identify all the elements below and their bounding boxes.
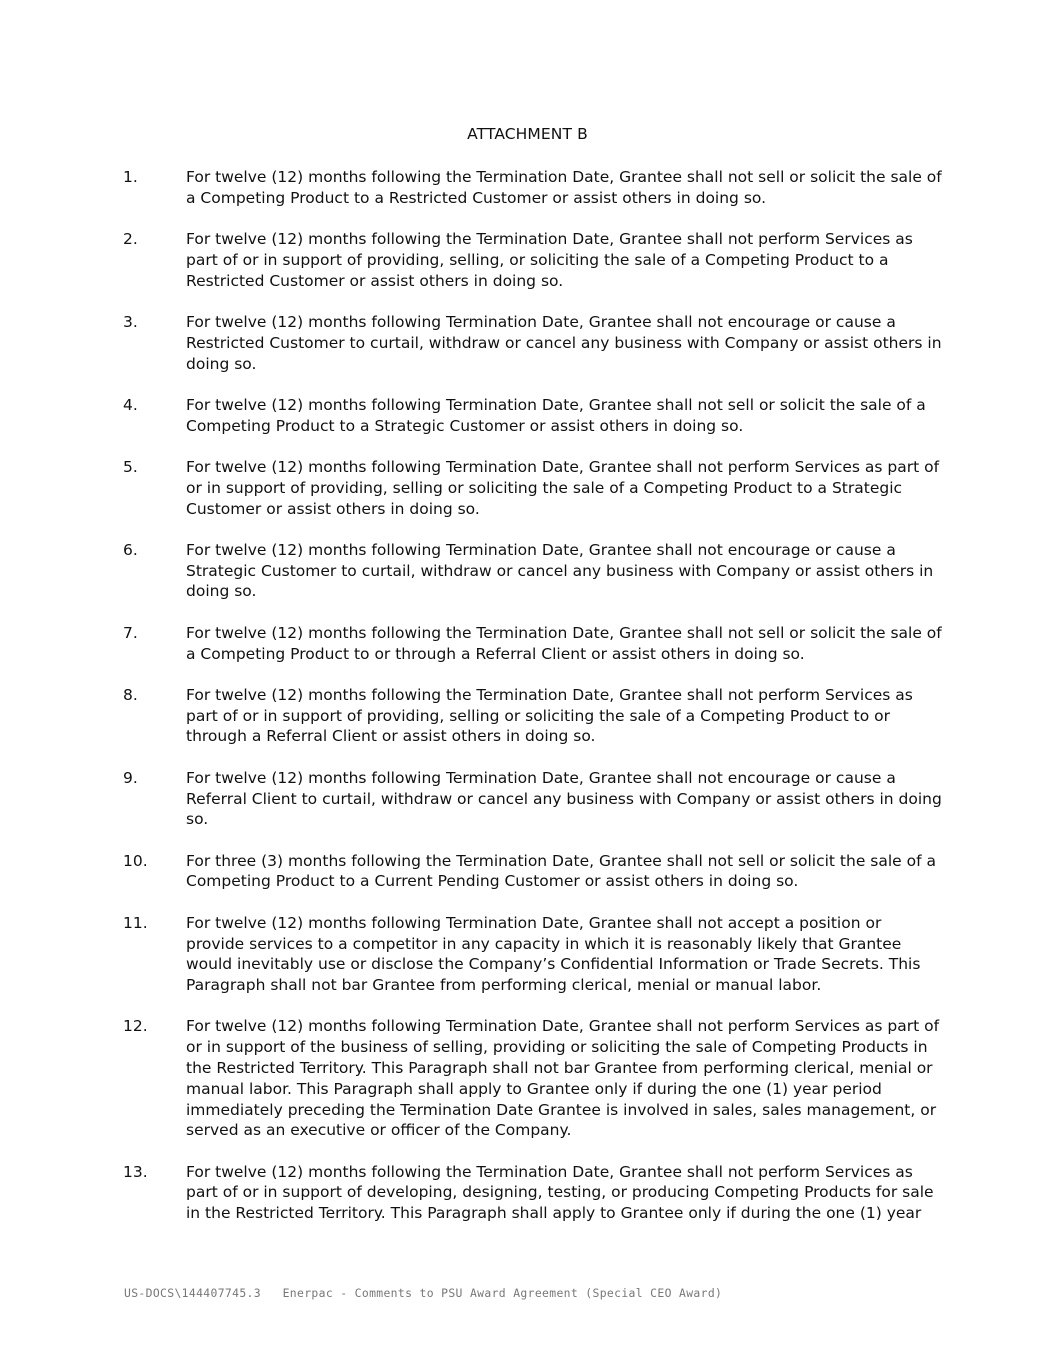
clause-item	[123, 1016, 943, 1141]
clause-item	[123, 685, 943, 747]
clause-text: For twelve (12) months following Termination Date, Grantee shall not accept a position or provide services to a competitor in any capacity in which it is reasonably likely that Grantee would inevitably use or disclose the Company’s Confidential Information or Trade Secrets. This Paragraph shall not bar Grantee from performing clerical, menial or manual labor.	[186, 913, 921, 995]
clause-text: For twelve (12) months following Termination Date, Grantee shall not perform Services as part of or in support of providing, selling or soliciting the sale of a Competing Product to a Strategic Customer or assist others in doing so.	[186, 457, 940, 518]
clause-item	[123, 457, 943, 519]
clause-number: 13.	[123, 1162, 148, 1181]
clause-text: For twelve (12) months following the Termination Date, Grantee shall not perform Services as part of or in support of providing, selling, or soliciting the sale of a Competing Product to a Restricted Customer or assist others in doing so.	[186, 230, 913, 290]
clause-number: 8.	[123, 685, 138, 704]
clause-number: 1.	[123, 168, 138, 186]
clause-text: For twelve (12) months following Termination Date, Grantee shall not encourage or cause a Referral Client to curtail, withdraw or cancel any business with Company or assist others in doing so.	[186, 768, 942, 829]
clause-number: 5.	[123, 457, 138, 476]
clause-text: For twelve (12) months following the Termination Date, Grantee shall not perform Services as part of or in support of developing, designing, testing, or producing Competing Products for sale in the Restricted Territory. This Paragraph shall apply to Grantee only if during the one (1) year	[186, 1162, 934, 1223]
clause-text: For twelve (12) months following Termination Date, Grantee shall not perform Services as part of or in support of the business of selling, providing or soliciting the sale of Competing Products in the Restricted Territory. This Paragraph shall not bar Grantee from performing clerical, menial or manual labor. This Paragraph shall apply to Grantee only if during the one (1) year period immediately preceding the Termination Date Grantee is involved in sales, sales management, or served as an executive or officer of the Company.	[186, 1017, 940, 1140]
clause-text: For twelve (12) months following Termination Date, Grantee shall not encourage or cause a Restricted Customer to curtail, withdraw or cancel any business with Company or assist others in doing so.	[186, 312, 942, 373]
clause-item	[123, 768, 943, 830]
clause-number: 2.	[123, 230, 138, 249]
clause-number: 4.	[123, 395, 138, 414]
clause-item	[123, 851, 943, 893]
clause-number: 6.	[123, 540, 138, 559]
clause-text: For three (3) months following the Termination Date, Grantee shall not sell or solicit the sale of a Competing Product to a Current Pending Customer or assist others in doing so.	[186, 851, 937, 891]
clause-text: For twelve (12) months following the Termination Date, Grantee shall not sell or solicit the sale of a Competing Product to or through a Referral Client or assist others in doing so.	[186, 623, 942, 663]
clause-number: 12.	[123, 1017, 148, 1036]
clause-text: For twelve (12) months following Termination Date, Grantee shall not sell or solicit the sale of a Competing Product to a Strategic Customer or assist others in doing so.	[186, 395, 926, 435]
clause-number: 3.	[123, 312, 138, 331]
clause-number: 9.	[123, 768, 138, 787]
clause-text: For twelve (12) months following the Termination Date, Grantee shall not sell or solicit the sale of a Competing Product to a Restricted Customer or assist others in doing so.	[186, 168, 942, 207]
clause-number: 7.	[123, 623, 138, 642]
clause-item	[123, 229, 943, 291]
clause-item	[123, 395, 943, 437]
clause-number: 10.	[123, 851, 148, 870]
clause-item	[123, 540, 943, 602]
clause-text: For twelve (12) months following the Termination Date, Grantee shall not perform Services as part of or in support of providing, selling or soliciting the sale of a Competing Product to or through a Referral Client or assist others in doing so.	[186, 685, 913, 746]
clause-number: 11.	[123, 913, 148, 932]
clause-item	[123, 623, 943, 665]
clause-text: For twelve (12) months following Termination Date, Grantee shall not encourage or cause a Strategic Customer to curtail, withdraw or cancel any business with Company or assist others in doing so.	[186, 540, 934, 601]
clause-item	[123, 312, 943, 374]
document-footer: US-DOCS\144407745.3 Enerpac - Comments to PSU Award Agreement (Special CEO Award)	[124, 1286, 723, 1300]
clause-item	[123, 913, 943, 996]
clause-item	[123, 167, 943, 209]
document-title: ATTACHMENT B	[467, 125, 588, 143]
clause-list	[123, 167, 943, 1245]
clause-item	[123, 1162, 943, 1224]
